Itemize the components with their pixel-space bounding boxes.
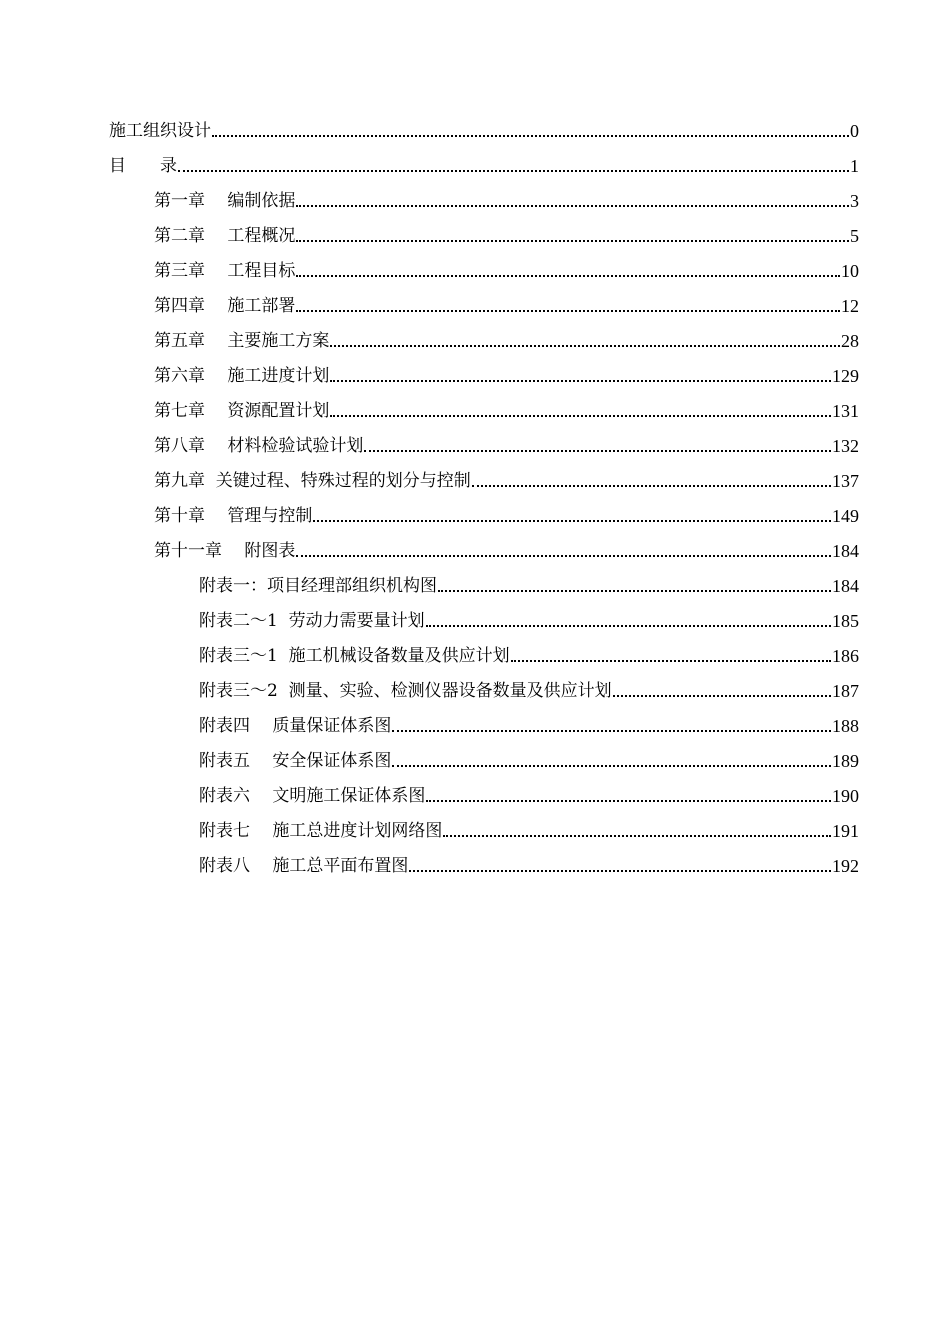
toc-entry-page: 3 [850,191,859,211]
toc-dot-leader [409,870,831,872]
toc-entry-label: 附表六 文明施工保证体系图 [199,786,426,806]
toc-entry-page: 131 [832,401,859,421]
toc-entry[interactable] [154,462,859,492]
toc-entry-label: 第七章 资源配置计划 [154,401,330,421]
toc-entry[interactable] [199,777,859,807]
toc-entry-label: 附表七 施工总进度计划网络图 [199,821,443,841]
toc-entry-label: 第一章 编制依据 [154,191,296,211]
toc-entry[interactable] [199,847,859,877]
toc-entry-page: 186 [832,646,859,666]
toc-entry-label: 附表三～1 施工机械设备数量及供应计划 [199,646,510,666]
toc-dot-leader [392,765,831,767]
toc-dot-leader [472,485,831,487]
toc-entry[interactable] [109,112,859,142]
toc-entry-page: 189 [832,751,859,771]
toc-entry-label: 第三章 工程目标 [154,261,296,281]
toc-entry-page: 10 [841,261,859,281]
toc-entry-page: 190 [832,786,859,806]
toc-dot-leader [330,380,831,382]
toc-entry[interactable] [154,357,859,387]
toc-entry-page: 132 [832,436,859,456]
toc-entry-label: 第五章 主要施工方案 [154,331,330,351]
toc-entry[interactable] [199,637,859,667]
toc-entry-page: 1 [850,156,859,176]
toc-dot-leader [426,625,831,627]
toc-dot-leader [511,660,831,662]
toc-entry-label: 第十一章 附图表 [154,541,296,561]
toc-entry-page: 184 [832,576,859,596]
toc-dot-leader [426,800,831,802]
toc-entry-page: 185 [832,611,859,631]
toc-entry-page: 149 [832,506,859,526]
toc-entry[interactable] [154,252,859,282]
toc-dot-leader [443,835,831,837]
toc-entry-page: 184 [832,541,859,561]
toc-entry-label: 施工组织设计 [109,121,211,141]
toc-dot-leader [438,590,831,592]
toc-dot-leader [212,135,849,137]
toc-entry[interactable] [154,287,859,317]
toc-entry-page: 5 [850,226,859,246]
toc-dot-leader [296,205,849,207]
toc-dot-leader [364,450,831,452]
toc-entry-label: 附表一：项目经理部组织机构图 [199,576,437,596]
toc-entry-label: 附表三～2 测量、实验、检测仪器设备数量及供应计划 [199,681,612,701]
toc-dot-leader [296,275,840,277]
toc-entry-label: 第十章 管理与控制 [154,506,313,526]
toc-entry-label: 附表八 施工总平面布置图 [199,856,409,876]
toc-entry-label: 附表二～1 劳动力需要量计划 [199,611,425,631]
toc-entry[interactable] [109,147,859,177]
toc-entry[interactable] [154,427,859,457]
toc-dot-leader [313,520,831,522]
toc-entry-page: 191 [832,821,859,841]
toc-entry-label: 第九章 关键过程、特殊过程的划分与控制 [154,471,471,491]
toc-entry-label: 附表五 安全保证体系图 [199,751,392,771]
toc-entry-label: 第八章 材料检验试验计划 [154,436,364,456]
toc-entry-label: 目 录 [109,156,177,176]
toc-dot-leader [178,170,849,172]
toc-entry[interactable] [154,182,859,212]
toc-dot-leader [330,415,831,417]
toc-dot-leader [296,310,840,312]
toc-dot-leader [613,695,831,697]
toc-dot-leader [296,240,849,242]
toc-entry[interactable] [154,497,859,527]
toc-entry[interactable] [199,567,859,597]
toc-entry[interactable] [154,392,859,422]
toc-dot-leader [330,345,840,347]
toc-entry[interactable] [199,707,859,737]
toc-dot-leader [392,730,831,732]
toc-entry-label: 第二章 工程概况 [154,226,296,246]
toc-entry[interactable] [199,812,859,842]
toc-entry[interactable] [199,742,859,772]
toc-entry-page: 129 [832,366,859,386]
toc-entry[interactable] [154,322,859,352]
toc-entry-label: 第六章 施工进度计划 [154,366,330,386]
toc-entry[interactable] [154,532,859,562]
toc-entry-page: 187 [832,681,859,701]
toc-entry-page: 0 [850,121,859,141]
toc-entry-label: 附表四 质量保证体系图 [199,716,392,736]
toc-entry-label: 第四章 施工部署 [154,296,296,316]
toc-dot-leader [296,555,831,557]
toc-entry[interactable] [199,602,859,632]
toc-entry-page: 28 [841,331,859,351]
toc-entry[interactable] [154,217,859,247]
toc-entry-page: 188 [832,716,859,736]
toc-entry-page: 12 [841,296,859,316]
toc-entry-page: 192 [832,856,859,876]
toc-entry-page: 137 [832,471,859,491]
toc-entry[interactable] [199,672,859,702]
